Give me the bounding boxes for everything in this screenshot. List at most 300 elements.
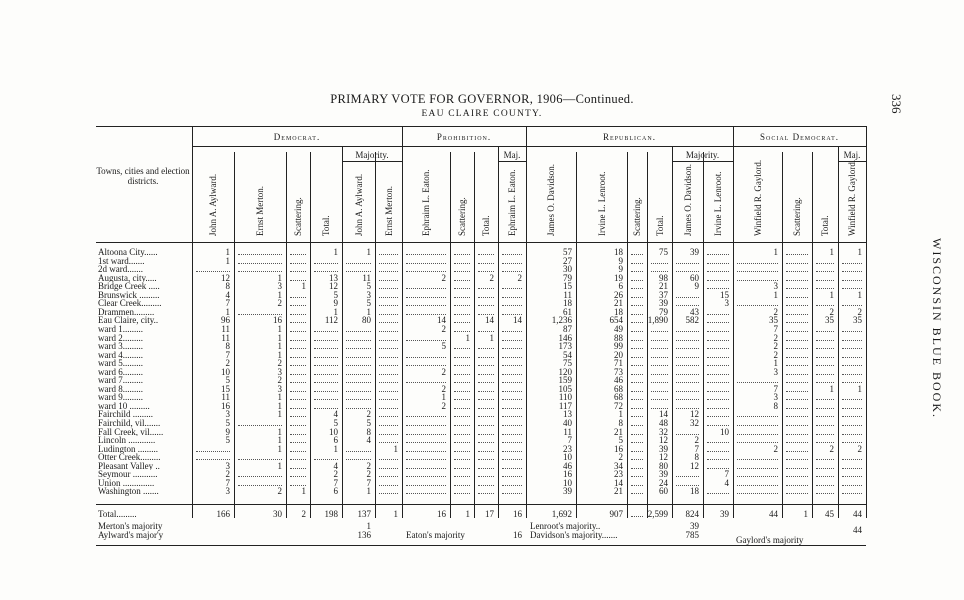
blank-dots (346, 365, 371, 366)
blank-dots (631, 391, 643, 392)
majority-header: Majority. (355, 150, 389, 160)
blank-dots (707, 365, 729, 366)
blank-dots (454, 382, 470, 383)
cell-value: 7 (724, 469, 729, 480)
cell-value: 7 (773, 383, 778, 394)
cell-value: 5 (225, 375, 230, 386)
column-header: James O. Davidson. (682, 164, 693, 236)
eaton-majority-label: Eaton's majority (406, 530, 465, 540)
cell-value: 34 (614, 460, 623, 471)
blank-dots (379, 305, 398, 306)
col-rule (782, 152, 783, 518)
cell-value: 79 (659, 306, 668, 317)
row-name: Fairchild ......... (98, 410, 153, 420)
cell-value: 1 (277, 443, 282, 454)
blank-dots (737, 416, 778, 417)
blank-dots (631, 408, 643, 409)
row-name: Brunswick ......... (98, 290, 160, 300)
blank-dots (478, 305, 494, 306)
cell-value: 5 (618, 435, 623, 446)
blank-dots (290, 399, 306, 400)
cell-value: 99 (614, 341, 623, 352)
blank-dots (478, 357, 494, 358)
blank-dots (346, 399, 371, 400)
blank-dots (379, 331, 398, 332)
blank-dots (707, 374, 729, 375)
blank-dots (379, 399, 398, 400)
blank-dots (651, 348, 668, 349)
blank-dots (631, 288, 643, 289)
blank-dots (816, 425, 834, 426)
cell-value: 1 (441, 392, 446, 403)
blank-dots (631, 297, 643, 298)
row-name: ward 3......... (98, 342, 143, 351)
blank-dots (478, 391, 494, 392)
blank-dots (502, 365, 522, 366)
blank-dots (676, 374, 699, 375)
blank-dots (651, 391, 668, 392)
blank-dots (379, 271, 398, 272)
row-name: Lincoln ............ (98, 436, 156, 445)
blank-dots (406, 365, 446, 366)
cell-value: 61 (563, 306, 572, 317)
blank-dots (842, 425, 862, 426)
cell-value: 5 (441, 341, 446, 352)
cell-value: 112 (324, 315, 338, 326)
cell-value: 3 (773, 392, 778, 403)
cell-value: 35 (825, 315, 834, 326)
cell-value: 1 (333, 306, 338, 317)
merton-majority: 1 (366, 521, 371, 531)
blank-dots (502, 485, 522, 486)
blank-dots (651, 331, 668, 332)
blank-dots (290, 425, 306, 426)
blank-dots (502, 459, 522, 460)
majority-header: Maj. (503, 150, 521, 160)
blank-dots (842, 263, 862, 264)
cell-value: 73 (614, 366, 623, 377)
row-name: Clear Creek......... (98, 299, 162, 308)
blank-dots (502, 476, 522, 477)
cell-value: 2 (829, 443, 834, 454)
blank-dots (238, 459, 282, 460)
blank-dots (406, 340, 446, 341)
blank-dots (314, 271, 338, 272)
blank-dots (631, 485, 643, 486)
cell-value: 14 (659, 409, 668, 420)
blank-dots (502, 288, 522, 289)
blank-dots (478, 365, 494, 366)
blank-dots (290, 340, 306, 341)
cell-value: 1,890 (647, 315, 668, 326)
blank-dots (816, 442, 834, 443)
cell-value: 1 (393, 443, 398, 454)
cell-value: 1 (773, 289, 778, 300)
blank-dots (842, 348, 862, 349)
row-name: ward 2......... (98, 333, 143, 343)
blank-dots (502, 297, 522, 298)
party-rule (402, 146, 526, 147)
row-name: Pleasant Valley .. (98, 461, 160, 471)
blank-dots (406, 382, 446, 383)
col-rule (498, 146, 499, 518)
rule-top (96, 126, 866, 127)
blank-dots (478, 493, 494, 494)
cell-value: 2 (366, 409, 371, 420)
cell-value: 57 (563, 247, 572, 257)
blank-dots (478, 288, 494, 289)
cell-value: 54 (563, 349, 572, 360)
total-label: Total......... (98, 509, 137, 519)
cell-value: 39 (659, 469, 668, 480)
blank-dots (631, 340, 643, 341)
blank-dots (786, 408, 808, 409)
blank-dots (842, 459, 862, 460)
blank-dots (314, 340, 338, 341)
blank-dots (290, 305, 306, 306)
blank-dots (786, 263, 808, 264)
row-name: ward 10 ......... (98, 401, 150, 411)
blank-dots (737, 442, 778, 443)
total-value: 2,599 (647, 509, 668, 519)
cell-value: 21 (614, 426, 623, 437)
blank-dots (816, 331, 834, 332)
blank-dots (786, 357, 808, 358)
blank-dots (737, 434, 778, 435)
blank-dots (737, 459, 778, 460)
blank-dots (379, 297, 398, 298)
blank-dots (707, 322, 729, 323)
cell-value: 32 (659, 426, 668, 437)
cell-value: 1 (301, 281, 306, 292)
cell-value: 4 (333, 460, 338, 471)
cell-value: 68 (614, 392, 623, 403)
blank-dots (379, 254, 398, 255)
blank-dots (786, 391, 808, 392)
blank-dots (842, 468, 862, 469)
blank-dots (478, 416, 494, 417)
blank-dots (737, 280, 778, 281)
blank-dots (346, 391, 371, 392)
blank-dots (379, 382, 398, 383)
cell-value: 15 (720, 289, 729, 300)
cell-value: 6 (333, 435, 338, 446)
cell-value: 16 (563, 469, 572, 480)
blank-dots (816, 280, 834, 281)
majority-header: Majority. (685, 150, 720, 160)
blank-dots (842, 271, 862, 272)
blank-dots (786, 280, 808, 281)
cell-value: 4 (225, 289, 230, 300)
cell-value: 16 (614, 443, 623, 454)
cell-value: 11 (221, 323, 230, 334)
blank-dots (290, 314, 306, 315)
total-value: 198 (324, 509, 338, 519)
blank-dots (676, 331, 699, 332)
blank-dots (454, 297, 470, 298)
blank-dots (842, 280, 862, 281)
blank-dots (290, 348, 306, 349)
blank-dots (786, 288, 808, 289)
cell-value: 5 (333, 418, 338, 428)
cell-value: 43 (690, 306, 699, 317)
blank-dots (631, 493, 643, 494)
blank-dots (631, 348, 643, 349)
blank-dots (816, 357, 834, 358)
blank-dots (786, 374, 808, 375)
cell-value: 19 (614, 272, 623, 283)
cell-value: 8 (618, 418, 623, 428)
cell-value: 8 (225, 281, 230, 292)
blank-dots (786, 348, 808, 349)
cell-value: 1 (277, 392, 282, 403)
cell-value: 7 (225, 298, 230, 309)
cell-value: 1 (333, 443, 338, 454)
blank-dots (406, 434, 446, 435)
blank-dots (502, 434, 522, 435)
cell-value: 10 (720, 426, 729, 437)
blank-dots (379, 365, 398, 366)
blank-dots (406, 476, 446, 477)
cell-value: 1 (366, 486, 371, 497)
blank-dots (406, 468, 446, 469)
cell-value: 2 (333, 469, 338, 480)
blank-dots (842, 476, 862, 477)
row-name: 2d ward....... (98, 265, 143, 274)
cell-value: 1 (857, 383, 862, 394)
blank-dots (346, 451, 371, 452)
cell-value: 23 (614, 469, 623, 480)
blank-dots (707, 408, 729, 409)
blank-dots (842, 485, 862, 486)
blank-dots (379, 459, 398, 460)
cell-value: 5 (225, 435, 230, 446)
blank-dots (454, 434, 470, 435)
column-header: Irvine L. Lenroot. (713, 171, 723, 236)
cell-value: 1 (277, 323, 282, 334)
col-rule (627, 152, 628, 518)
blank-dots (707, 391, 729, 392)
cell-value: 2 (366, 460, 371, 471)
cell-value: 2 (441, 366, 446, 377)
lenroot-majority-label: Lenroot's majority.. (530, 521, 601, 531)
blank-dots (379, 348, 398, 349)
blank-dots (314, 374, 338, 375)
cell-value: 1 (277, 289, 282, 300)
cell-value: 8 (694, 452, 699, 463)
blank-dots (478, 374, 494, 375)
blank-dots (502, 348, 522, 349)
cell-value: 1 (277, 272, 282, 283)
cell-value: 30 (563, 264, 572, 275)
cell-value: 2 (694, 435, 699, 446)
column-header: Total. (481, 215, 491, 236)
blank-dots (707, 399, 729, 400)
blank-dots (816, 263, 834, 264)
cell-value: 80 (659, 460, 668, 471)
column-header: Scattering. (632, 197, 642, 236)
blank-dots (478, 459, 494, 460)
column-header: Ephraim L. Eaton. (507, 169, 517, 236)
blank-dots (238, 263, 282, 264)
cell-value: 2 (773, 349, 778, 360)
cell-value: 1 (829, 289, 834, 300)
blank-dots (816, 485, 834, 486)
cell-value: 21 (659, 281, 668, 292)
cell-value: 21 (614, 486, 623, 497)
davidson-majority-label: Davidson's majority....... (530, 530, 618, 540)
blank-dots (379, 485, 398, 486)
blank-dots (478, 442, 494, 443)
party-header-2: Republican. (603, 132, 656, 142)
cell-value: 159 (558, 375, 572, 386)
total-value: 44 (769, 509, 778, 519)
blank-dots (631, 434, 643, 435)
blank-dots (631, 263, 643, 264)
cell-value: 9 (618, 255, 623, 266)
cell-value: 11 (563, 289, 572, 300)
cell-value: 1 (277, 341, 282, 352)
cell-value: 75 (563, 358, 572, 369)
blank-dots (290, 365, 306, 366)
blank-dots (406, 297, 446, 298)
blank-dots (379, 425, 398, 426)
cell-value: 12 (221, 272, 230, 283)
cell-value: 15 (221, 383, 230, 394)
blank-dots (816, 434, 834, 435)
blank-dots (816, 271, 834, 272)
cell-value: 1 (225, 255, 230, 266)
blank-dots (406, 442, 446, 443)
blank-dots (238, 485, 282, 486)
cell-value: 48 (659, 418, 668, 428)
blank-dots (454, 442, 470, 443)
blank-dots (454, 263, 470, 264)
blank-dots (816, 476, 834, 477)
cell-value: 5 (366, 298, 371, 309)
total-value: 1 (465, 509, 470, 519)
blank-dots (737, 493, 778, 494)
cell-value: 3 (724, 298, 729, 309)
blank-dots (786, 476, 808, 477)
blank-dots (631, 365, 643, 366)
cell-value: 2 (441, 323, 446, 334)
blank-dots (502, 399, 522, 400)
blank-dots (314, 357, 338, 358)
lenroot-majority: 39 (690, 521, 699, 531)
col-rule (286, 152, 287, 518)
cell-value: 3 (277, 281, 282, 292)
blank-dots (707, 416, 729, 417)
cell-value: 88 (614, 332, 623, 343)
cell-value: 39 (563, 486, 572, 497)
blank-dots (816, 408, 834, 409)
blank-dots (676, 382, 699, 383)
cell-value: 2 (225, 358, 230, 369)
blank-dots (454, 451, 470, 452)
col-rule-right (866, 126, 867, 518)
blank-dots (406, 305, 446, 306)
blank-dots (631, 468, 643, 469)
row-name: Seymour ........... (98, 470, 158, 479)
blank-dots (346, 357, 371, 358)
cell-value: 2 (225, 469, 230, 480)
blank-dots (842, 357, 862, 358)
total-value: 44 (853, 509, 862, 519)
cell-value: 3 (225, 486, 230, 497)
cell-value: 75 (659, 247, 668, 257)
cell-value: 11 (221, 332, 230, 343)
blank-dots (454, 425, 470, 426)
blank-dots (290, 254, 306, 255)
cell-value: 39 (690, 247, 699, 257)
total-value: 166 (216, 509, 230, 519)
blank-dots (454, 408, 470, 409)
blank-dots (502, 451, 522, 452)
blank-dots (707, 382, 729, 383)
column-header: Ernst Merton. (255, 186, 265, 236)
cell-value: 14 (437, 315, 446, 326)
blank-dots (478, 399, 494, 400)
blank-dots (842, 416, 862, 417)
blank-dots (290, 391, 306, 392)
total-value: 17 (485, 509, 494, 519)
blank-dots (786, 493, 808, 494)
cell-value: 10 (563, 477, 572, 488)
page-number: 336 (889, 94, 904, 114)
cell-value: 7 (773, 323, 778, 334)
blank-dots (379, 340, 398, 341)
cell-value: 46 (614, 375, 623, 386)
blank-dots (346, 331, 371, 332)
blank-dots (379, 391, 398, 392)
blank-dots (707, 451, 729, 452)
blank-dots (290, 271, 306, 272)
blank-dots (290, 416, 306, 417)
blank-dots (737, 305, 778, 306)
cell-value: 7 (366, 477, 371, 488)
blank-dots (314, 391, 338, 392)
blank-dots (737, 476, 778, 477)
cell-value: 2 (829, 306, 834, 317)
blank-dots (842, 374, 862, 375)
blank-dots (631, 425, 643, 426)
cell-value: 60 (659, 486, 668, 497)
blank-dots (631, 271, 643, 272)
cell-value: 2 (277, 358, 282, 369)
cell-value: 1 (465, 332, 470, 343)
blank-dots (406, 485, 446, 486)
blank-dots (707, 357, 729, 358)
row-name: ward 9......... (98, 393, 143, 402)
blank-dots (786, 297, 808, 298)
blank-dots (238, 425, 282, 426)
blank-dots (379, 476, 398, 477)
blank-dots (631, 516, 643, 517)
cell-value: 9 (694, 281, 699, 292)
blank-dots (379, 374, 398, 375)
blank-dots (676, 476, 699, 477)
cell-value: 4 (724, 477, 729, 488)
blank-dots (478, 434, 494, 435)
blank-dots (379, 322, 398, 323)
blank-dots (346, 374, 371, 375)
blank-dots (816, 399, 834, 400)
column-header: Scattering. (792, 197, 802, 236)
blank-dots (502, 271, 522, 272)
cell-value: 20 (614, 349, 623, 360)
cell-value: 1 (773, 247, 778, 257)
